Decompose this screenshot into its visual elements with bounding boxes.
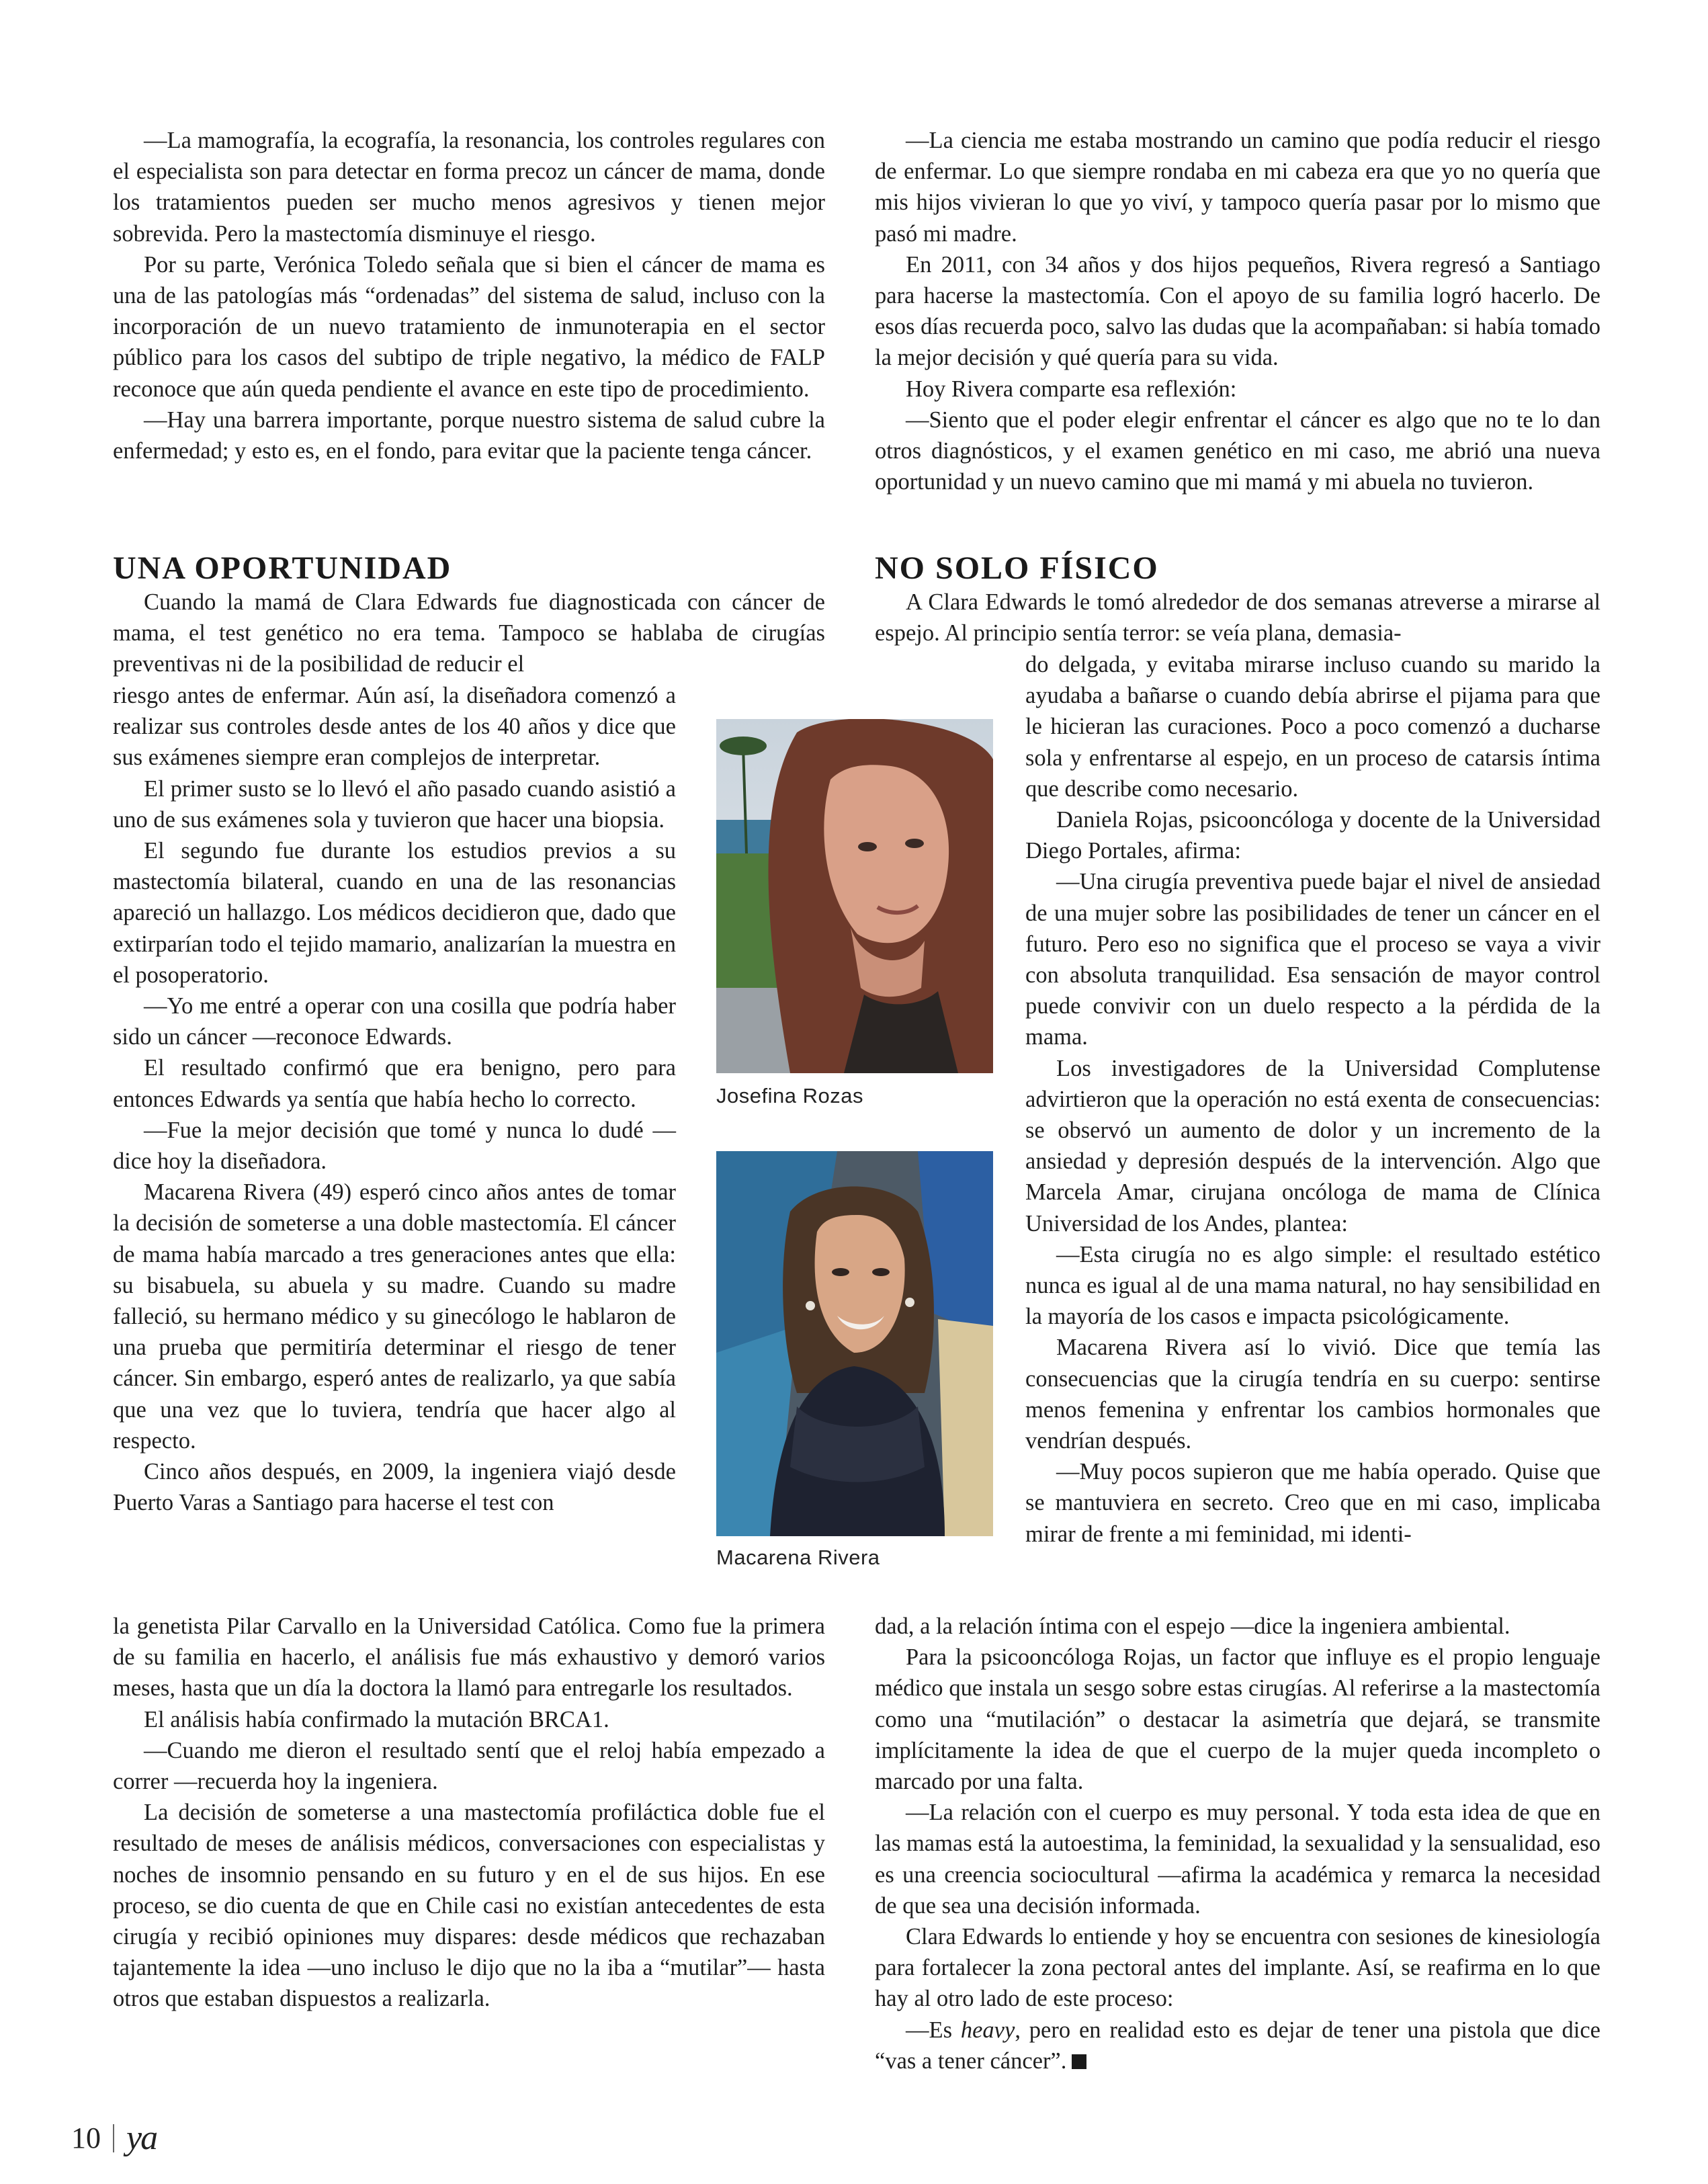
paragraph: riesgo antes de enfermar. Aún así, la diseñadora comenzó a realizar sus controles desde antes de los 40 años y dice que sus exámenes siempre eran complejos de interpretar. — [113, 683, 676, 771]
left-column-top — [113, 125, 825, 466]
paragraph: El análisis había confirmado la mutación BRCA1. — [144, 1706, 609, 1732]
section-heading-no-solo-fisico: NO SOLO FÍSICO — [875, 550, 1159, 586]
final-quote — [875, 2015, 1600, 2076]
paragraph: Cinco años después, en 2009, la ingeniera viajó desde Puerto Varas a Santiago para hacerse el test con — [113, 1459, 676, 1516]
paragraph: —La mamografía, la ecografía, la resonancia, los controles regulares con el especialista son para detectar en forma precoz un cáncer de mama, donde los tratamientos pueden ser mucho menos agresivos y tienen mejor sobrevida. Pero la mastectomía disminuye el riesgo. — [113, 128, 825, 247]
quote-text: —Es — [906, 2017, 961, 2043]
paragraph: —Esta cirugía no es algo simple: el resultado estético nunca es igual al de una mama natural, no hay sensibilidad en la mayoría de los casos e impacta psicológicamente. — [1025, 1241, 1600, 1330]
page-number: 10 — [71, 2122, 101, 2154]
paragraph: —Hay una barrera importante, porque nuestro sistema de salud cubre la enfermedad; y esto es, en el fondo, para evitar que la paciente tenga cáncer. — [113, 407, 825, 464]
right-column-intro — [875, 587, 1600, 648]
paragraph: Los investigadores de la Universidad Complutense advirtieron que la operación no está exenta de consecuencias: se observó un aumento de dolor y un incremento de la ansiedad y depresión después de la intervención. Algo que Marcela Amar, cirujana oncóloga de mama de Clínica Universidad de los Andes, plantea: — [1025, 1055, 1600, 1236]
paragraph: —La ciencia me estaba mostrando un camino que podía reducir el riesgo de enfermar. Lo que siempre rondaba en mi cabeza era que yo no quería que mis hijos vivieran lo que yo viví, y tampoco quería pasar por lo mismo que pasó mi madre. — [875, 128, 1600, 247]
paragraph: En 2011, con 34 años y dos hijos pequeños, Rivera regresó a Santiago para hacerse la mastectomía. Con el apoyo de su familia logró hacerlo. De esos días recuerda poco, salvo las dudas que la acompañaban: si había tomado la mejor decisión y qué quería para su vida. — [875, 251, 1600, 371]
paragraph: Hoy Rivera comparte esa reflexión: — [906, 376, 1237, 402]
paragraph: —Cuando me dieron el resultado sentí que el reloj había empezado a correr —recuerda hoy la ingeniera. — [113, 1737, 825, 1795]
paragraph: —Muy pocos supieron que me había operado. Quise que se mantuviera en secreto. Creo que en mi caso, implicaba mirar de frente a mi feminidad, mi identi- — [1025, 1459, 1600, 1547]
paragraph: —Fue la mejor decisión que tomé y nunca lo dudé —dice hoy la diseñadora. — [113, 1117, 676, 1175]
paragraph: do delgada, y evitaba mirarse incluso cuando su marido la ayudaba a bañarse o cuando debía abrirse el pijama para que le hicieran las curaciones. Poco a poco comenzó a ducharse sola y enfrentarse al espejo, en un proceso de catarsis íntima que describe como necesario. — [1025, 652, 1600, 802]
paragraph: A Clara Edwards le tomó alrededor de dos semanas atreverse a mirarse al espejo. Al principio sentía terror: se veía plana, demasia- — [875, 589, 1600, 646]
right-column-narrow — [1025, 649, 1600, 1550]
paragraph: El segundo fue durante los estudios previos a su mastectomía bilateral, cuando en una de las resonancias apareció un hallazgo. Los médicos decidieron que, dado que extirparían todo el tejido mamario, analizarían la muestra en el posoperatorio. — [113, 838, 676, 988]
portrait-image — [716, 1151, 993, 1536]
photo-macarena-rivera — [716, 1151, 993, 1536]
page-footer — [71, 2118, 157, 2158]
paragraph: —Siento que el poder elegir enfrentar el cáncer es algo que no te lo dan otros diagnósticos, y el examen genético en mi caso, me abrió una nueva oportunidad y un nuevo camino que mi mamá y mi abuela no tuvieron. — [875, 407, 1600, 495]
paragraph: —Yo me entré a operar con una cosilla que podría haber sido un cáncer —reconoce Edwards. — [113, 993, 676, 1050]
paragraph: Daniela Rojas, psicooncóloga y docente de la Universidad Diego Portales, afirma: — [1025, 807, 1600, 864]
section-heading-una-oportunidad: UNA OPORTUNIDAD — [113, 550, 452, 586]
quote-text: , pero en realidad esto es dejar de tener una pistola que dice “vas a tener cáncer”. — [875, 2017, 1600, 2074]
paragraph: —Una cirugía preventiva puede bajar el nivel de ansiedad de una mujer sobre las posibilidades de tener un cáncer en el futuro. Pero eso no significa que el proceso se vaya a vivir con absoluta tranquilidad. Esa sensación de mayor control puede convivir con un duelo respecto a la pérdida de la mama. — [1025, 869, 1600, 1050]
paragraph: Para la psicooncóloga Rojas, un factor que influye es el propio lenguaje médico que instala un sesgo sobre estas cirugías. Al referirse a la mastectomía como una “mutilación” o destacar la asimetría que dejará, se transmite implícitamente la idea de que el cuerpo de la mujer queda incompleto o marcado por una falta. — [875, 1644, 1600, 1795]
paragraph: Macarena Rivera así lo vivió. Dice que temía las consecuencias que la cirugía tendría en su cuerpo: sentirse menos femenina y enfrentar los cambios hormonales que vendrían después. — [1025, 1335, 1600, 1454]
magazine-logo: ya — [126, 2119, 157, 2157]
quote-emphasis: heavy — [960, 2017, 1015, 2043]
paragraph: Clara Edwards lo entiende y hoy se encuentra con sesiones de kinesiología para fortalecer la zona pectoral antes del implante. Así, se reafirma en lo que hay al otro lado de este proceso: — [875, 1924, 1600, 2012]
left-column-narrow — [113, 680, 676, 1518]
left-column-bottom — [113, 1611, 825, 2015]
left-column-intro — [113, 587, 825, 680]
paragraph: —La relación con el cuerpo es muy personal. Y toda esta idea de que en las mamas está la autoestima, la feminidad, la sexualidad y la sensualidad, eso es una creencia sociocultural —afirma la académica y remarca la necesidad de que sea una decisión informada. — [875, 1800, 1600, 1919]
paragraph: El primer susto se lo llevó el año pasado cuando asistió a uno de sus exámenes sola y tuvieron que hacer una biopsia. — [113, 775, 676, 833]
right-column-top — [875, 125, 1600, 497]
end-mark-icon — [1072, 2054, 1086, 2069]
paragraph: Macarena Rivera (49) esperó cinco años antes de tomar la decisión de someterse a una doble mastectomía. El cáncer de mama había marcado a tres generaciones antes que ella: su bisabuela, su abuela y su madre. Cuando su madre falleció, su hermano médico y su ginecólogo le hablaron de una prueba que permitiría determinar el riesgo de tener cáncer. Sin embargo, esperó antes de realizarlo, ya que sabía que una vez que lo tuviera, tendría que hacer algo al respecto. — [113, 1179, 676, 1454]
photo-caption: Josefina Rozas — [716, 1084, 863, 1107]
paragraph: dad, a la relación íntima con el espejo —dice la ingeniera ambiental. — [875, 1613, 1510, 1639]
paragraph: El resultado confirmó que era benigno, pero para entonces Edwards ya sentía que había hecho lo correcto. — [113, 1055, 676, 1112]
paragraph: la genetista Pilar Carvallo en la Universidad Católica. Como fue la primera de su familia en hacerlo, el análisis fue más exhaustivo y demoró varios meses, hasta que un día la doctora la llamó para entregarle los resultados. — [113, 1613, 825, 1702]
photo-caption: Macarena Rivera — [716, 1546, 880, 1569]
photo-josefina-rozas — [716, 719, 993, 1073]
portrait-image — [716, 719, 993, 1073]
right-column-bottom — [875, 1611, 1600, 2076]
paragraph: La decisión de someterse a una mastectomía profiláctica doble fue el resultado de meses de análisis médicos, conversaciones con especialistas y noches de insomnio pensando en su futuro y en el de sus hijos. En ese proceso, se dio cuenta de que en Chile casi no existían antecedentes de esta cirugía y recibió opiniones muy dispares: desde médicos que rechazaban tajantemente la idea —uno incluso le dijo que no la iba a “mutilar”— hasta otros que estaban dispuestos a realizarla. — [113, 1800, 825, 2012]
paragraph: Por su parte, Verónica Toledo señala que si bien el cáncer de mama es una de las patologías más “ordenadas” del sistema de salud, incluso con la incorporación de un nuevo tratamiento de inmunoterapia en el sector público para los casos del subtipo de triple negativo, la médico de FALP reconoce que aún queda pendiente el avance en este tipo de procedimiento. — [113, 251, 825, 402]
paragraph: Cuando la mamá de Clara Edwards fue diagnosticada con cáncer de mama, el test genético no era tema. Tampoco se hablaba de cirugías preventivas ni de la posibilidad de reducir el — [113, 589, 825, 677]
divider — [113, 2124, 114, 2152]
